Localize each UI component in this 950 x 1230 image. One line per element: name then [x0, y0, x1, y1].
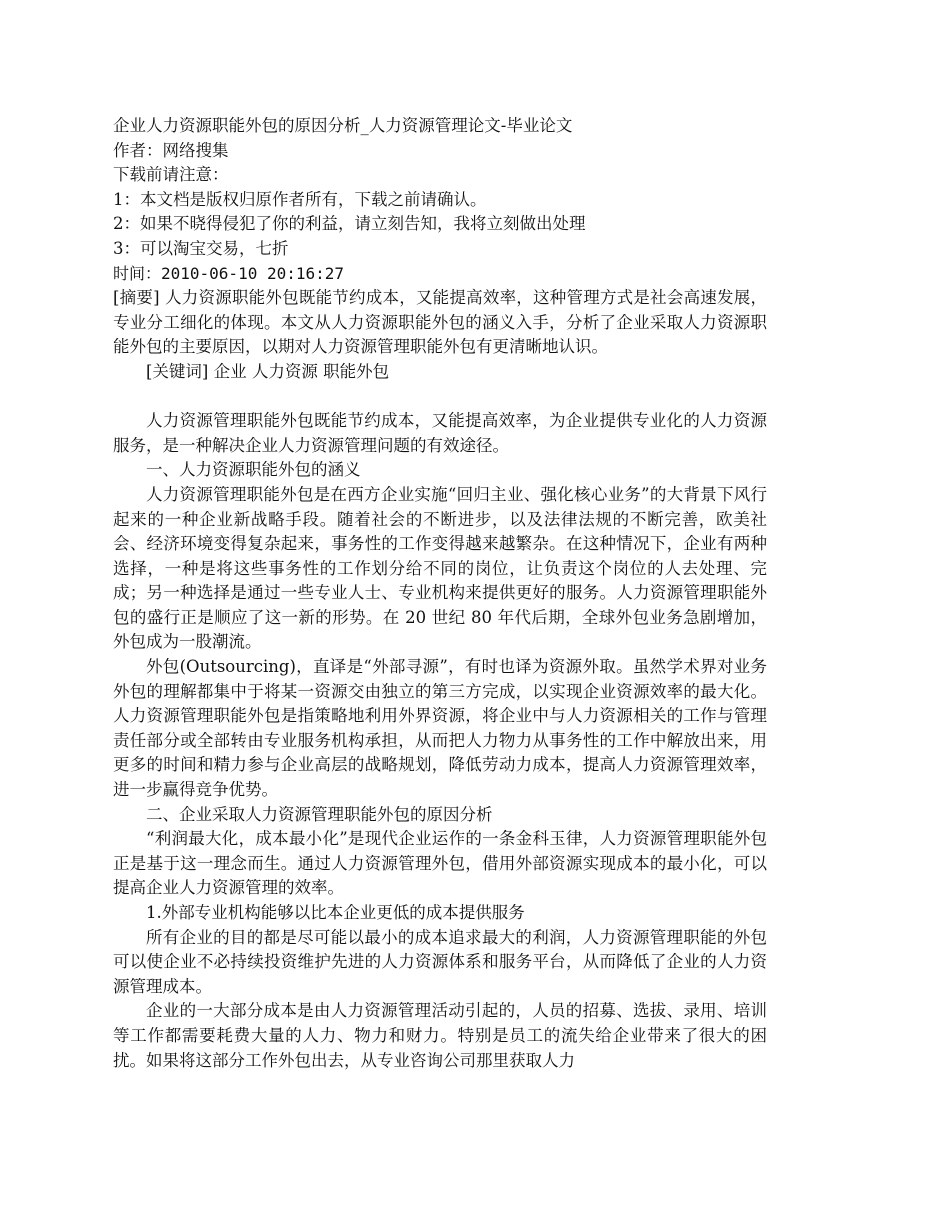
timestamp-line: 时间：2010-06-10 20:16:27 — [113, 263, 345, 283]
subsection-1-paragraph-1: 所有企业的目的都是尽可能以最小的成本追求最大的利润，人力资源管理职能的外包可以使企业不必持续投资维护先进的人力资源体系和服务平台，从而降低了企业的人力资源管理成本。 — [113, 927, 767, 996]
notice-item-3: 3：可以淘宝交易，七折 — [113, 238, 289, 258]
section-2-heading: 二、企业采取人力资源管理职能外包的原因分析 — [146, 804, 493, 824]
section-2-paragraph-1: “利润最大化，成本最小化”是现代企业运作的一条金科玉律，人力资源管理职能外包正是基于这一理念而生。通过人力资源管理外包，借用外部资源实现成本的最小化，可以提高企业人力资源管理的效率。 — [113, 829, 767, 898]
abstract-paragraph: [摘要] 人力资源职能外包既能节约成本，又能提高效率，这种管理方式是社会高速发展，专业分工细化的体现。本文从人力资源职能外包的涵义入手，分析了企业采取人力资源职能外包的主要原因，以期对人力资源管理职能外包有更清晰地认识。 — [113, 288, 767, 357]
document-page — [113, 114, 767, 1073]
keywords-line: [关键词] 企业 人力资源 职能外包 — [146, 361, 390, 381]
blank-line — [113, 385, 767, 410]
subsection-1-heading: 1.外部专业机构能够以比本企业更低的成本提供服务 — [146, 903, 525, 922]
section-1-paragraph-1: 人力资源管理职能外包是在西方企业实施“回归主业、强化核心业务”的大背景下风行起来的一种企业新战略手段。随着社会的不断进步，以及法律法规的不断完善，欧美社会、经济环境变得复杂起来，事务性的工作变得越来越繁杂。在这种情况下，企业有两种选择，一种是将这些事务性的工作划分给不同的岗位，让负责这个岗位的人去处理、完成；另一种选择是通过一些专业人士、专业机构来提供更好的服务。人力资源管理职能外包的盛行正是顺应了这一新的形势。在 20 世纪 80 年代后期，全球外包业务急剧增加，外包成为一股潮流。 — [113, 484, 767, 652]
section-1-heading: 一、人力资源职能外包的涵义 — [146, 460, 361, 480]
document-title: 企业人力资源职能外包的原因分析_人力资源管理论文-毕业论文 — [113, 116, 573, 135]
notice-item-1: 1：本文档是版权归原作者所有，下载之前请确认。 — [113, 189, 487, 209]
notice-item-2: 2：如果不晓得侵犯了你的利益，请立刻告知，我将立刻做出处理 — [113, 214, 586, 234]
notice-heading: 下载前请注意： — [113, 165, 229, 185]
author-line: 作者：网络搜集 — [113, 140, 229, 160]
intro-paragraph: 人力资源管理职能外包既能节约成本，又能提高效率，为企业提供专业化的人力资源服务，是一种解决企业人力资源管理问题的有效途径。 — [113, 411, 767, 455]
section-1-paragraph-2: 外包(Outsourcing)，直译是“外部寻源”，有时也译为资源外取。虽然学术界对业务外包的理解都集中于将某一资源交由独立的第三方完成，以实现企业资源效率的最大化。人力资源管理职能外包是指策略地利用外界资源，将企业中与人力资源相关的工作与管理责任部分或全部转由专业服务机构承担，从而把人力物力从事务性的工作中解放出来，用更多的时间和精力参与企业高层的战略规划，降低劳动力成本，提高人力资源管理效率，进一步赢得竞争优势。 — [113, 657, 767, 800]
subsection-1-paragraph-2: 企业的一大部分成本是由人力资源管理活动引起的，人员的招募、选拔、录用、培训等工作都需要耗费大量的人力、物力和财力。特别是员工的流失给企业带来了很大的困扰。如果将这部分工作外包出去，从专业咨询公司那里获取人力 — [113, 1001, 767, 1070]
